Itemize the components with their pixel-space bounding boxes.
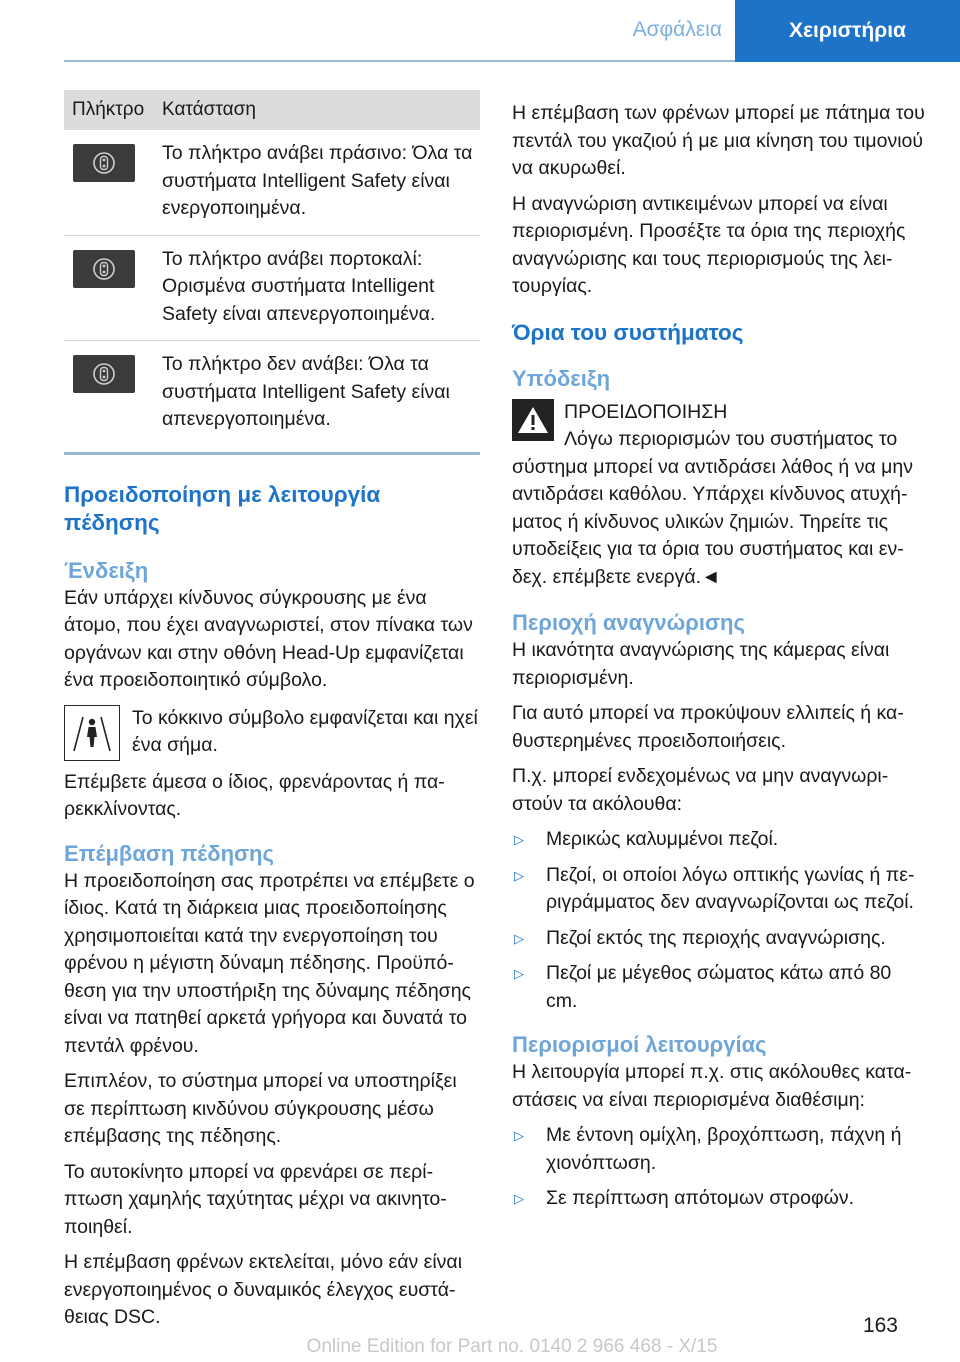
note-title: Υπόδειξη: [512, 365, 611, 391]
indication-title: Ένδειξη: [64, 557, 149, 583]
range-list: [512, 826, 928, 1015]
range-paragraph: Για αυτό μπορεί να προκύψουν ελλιπείς ή καθυστερημένες προειδοποιήσεις.: [512, 702, 904, 752]
table-row: [64, 130, 480, 236]
braking-paragraph: Η επέμβαση φρένων εκτελείται, μόνο εάν είναι ενεργοποιημένος ο δυναμικός έλεγχος ευστάθειας DSC.: [64, 1251, 463, 1328]
intelligent-safety-button-icon: [73, 144, 135, 182]
braking-title: Επέμβαση πέδησης: [64, 840, 274, 866]
list-item: ▷ Πεζοί με μέγεθος σώματος κάτω από 80 cm.: [514, 962, 892, 1012]
warning-body: σύστημα μπορεί να αντιδράσει λάθος ή να μην αντιδράσει καθόλου. Υπάρχει κίνδυνος ατυχήματος ή κίνδυνος υλικών ζημιών. Τηρείτε τις υποδείξεις για τα όρια του συστήματος και ενδεχ. επέμβετε ενεργά.: [512, 455, 913, 588]
intelligent-safety-button-icon: [73, 355, 135, 393]
edition-footer: Online Edition for Part no. 0140 2 966 468 - X/15: [306, 1336, 718, 1357]
warning-text: [512, 454, 928, 592]
range-paragraph: Π.χ. μπορεί ενδεχομένως να μην αναγνωριστούν τα ακόλουθα:: [512, 765, 889, 815]
warning-block: [512, 399, 928, 454]
braking-paragraph: Επιπλέον, το σύστημα μπορεί να υποστηρίξει σε περίπτωση κινδύνου σύγκρουσης μέσω επέμβασης της πέδησης.: [64, 1070, 457, 1147]
symbol-block: [64, 705, 480, 761]
header-section[interactable]: Ασφάλεια: [632, 18, 722, 41]
func-paragraph: Η λειτουργία μπορεί π.χ. στις ακόλουθες καταστάσεις να είναι περιορισμένα διαθέσιμη:: [512, 1061, 912, 1111]
body-paragraph: Η αναγνώριση αντικειμένων μπορεί να είναι περιορισμένη. Προσέξτε τα όρια της περιοχής αναγνώρισης και τους περιορισμούς της λειτουργίας.: [512, 192, 906, 297]
left-column: [64, 90, 480, 1340]
braking-paragraph: Η προειδοποίηση σας προτρέπει να επέμβετε ο ίδιος. Κατά τη διάρκεια μιας προειδοποίησης χρησιμοποιείται κατά την ενεργοποίηση του φρένου η μέγιστη δύναμη πέδησης. Προϋπόθεση για την υποστήριξη της δύναμης πέδησης είναι να πατηθεί αρκετά γρήγορα και δυνατά το πεντάλ φρένου.: [64, 869, 475, 1057]
body-paragraph: Η επέμβαση των φρένων μπορεί με πάτημα του πεντάλ του γκαζιού ή με μια κίνηση του τιμονιού να ακυρωθεί.: [512, 102, 925, 179]
warning-label: ΠΡΟΕΙΔΟΠΟΙΗΣΗ: [564, 400, 728, 423]
status-table: [64, 90, 480, 455]
range-paragraph: Η ικανότητα αναγνώρισης της κάμερας είναι περιορισμένη.: [512, 639, 890, 689]
warning-triangle-icon: [512, 399, 554, 441]
list-item: ▷ Μερικώς καλυμμένοι πεζοί.: [514, 828, 779, 850]
end-mark: ◄: [701, 565, 721, 588]
braking-paragraph: Το αυτοκίνητο μπορεί να φρενάρει σε περίπτωση χαμηλής ταχύτητας μέχρι να ακινητοποιηθεί.: [64, 1160, 447, 1238]
col-key-header: Πλήκτρο: [72, 99, 145, 120]
warning-text-start: Λόγω περιορισμών του συστήματος το: [564, 428, 898, 450]
table-row: [64, 341, 480, 446]
right-column: [512, 100, 928, 1221]
list-item: ▷ Με έντονη ομίχλη, βροχόπτωση, πάχνη ή χιονόπτωση.: [514, 1124, 902, 1174]
range-title: Περιοχή αναγνώρισης: [512, 610, 745, 635]
section-heading: Προειδοποίηση με λειτουργία πέδησης: [64, 481, 381, 535]
table-end-rule: [64, 452, 480, 455]
list-item: ▷ Πεζοί, οι οποίοι λόγω οπτικής γωνίας ή περιγράμματος δεν αναγνωρίζονται ως πεζοί.: [514, 863, 915, 913]
func-title: Περιορισμοί λειτουργίας: [512, 1032, 767, 1057]
intelligent-safety-button-icon: [73, 250, 135, 288]
header-chapter-tab[interactable]: Χειριστήρια: [735, 0, 960, 62]
func-list: [512, 1122, 928, 1213]
list-item: ▷ Πεζοί εκτός της περιοχής αναγνώρισης.: [514, 926, 886, 949]
page-number: 163: [862, 1314, 898, 1337]
pedestrian-warning-icon: [64, 705, 120, 761]
table-row: [64, 236, 480, 342]
table-header: [64, 90, 480, 130]
col-state-header: Κατάσταση: [162, 99, 256, 120]
list-item: ▷ Σε περίπτωση απότομων στροφών.: [514, 1187, 855, 1209]
row-state: Το πλήκτρο δεν ανάβει: Όλα τα συστήματα Intelligent Safety είναι απενεργοποιημένα.: [162, 353, 450, 430]
row-state: Το πλήκτρο ανάβει πορτοκαλί: Ορισμένα συστήματα Intelligent Safety είναι απενεργοποιημένα.: [162, 247, 436, 325]
act-text: Επέμβετε άμεσα ο ίδιος, φρενάροντας ή παρεκκλίνοντας.: [64, 770, 445, 820]
page-header: [0, 0, 960, 62]
row-state: Το πλήκτρο ανάβει πράσινο: Όλα τα συστήματα Intelligent Safety είναι ενεργοποιημένα.: [162, 142, 473, 219]
limits-heading: Όρια του συστήματος: [512, 319, 744, 345]
indication-text: Εάν υπάρχει κίνδυνος σύγκρουσης με ένα άτομο, που έχει αναγνωριστεί, στον πίνακα των οργάνων και στην οθόνη Head-Up εμφανίζεται ένα προειδοποιητικό σύμβολο.: [64, 586, 473, 691]
symbol-text: Το κόκκινο σύμβολο εμφανίζεται και ηχεί ένα σήμα.: [132, 706, 478, 756]
